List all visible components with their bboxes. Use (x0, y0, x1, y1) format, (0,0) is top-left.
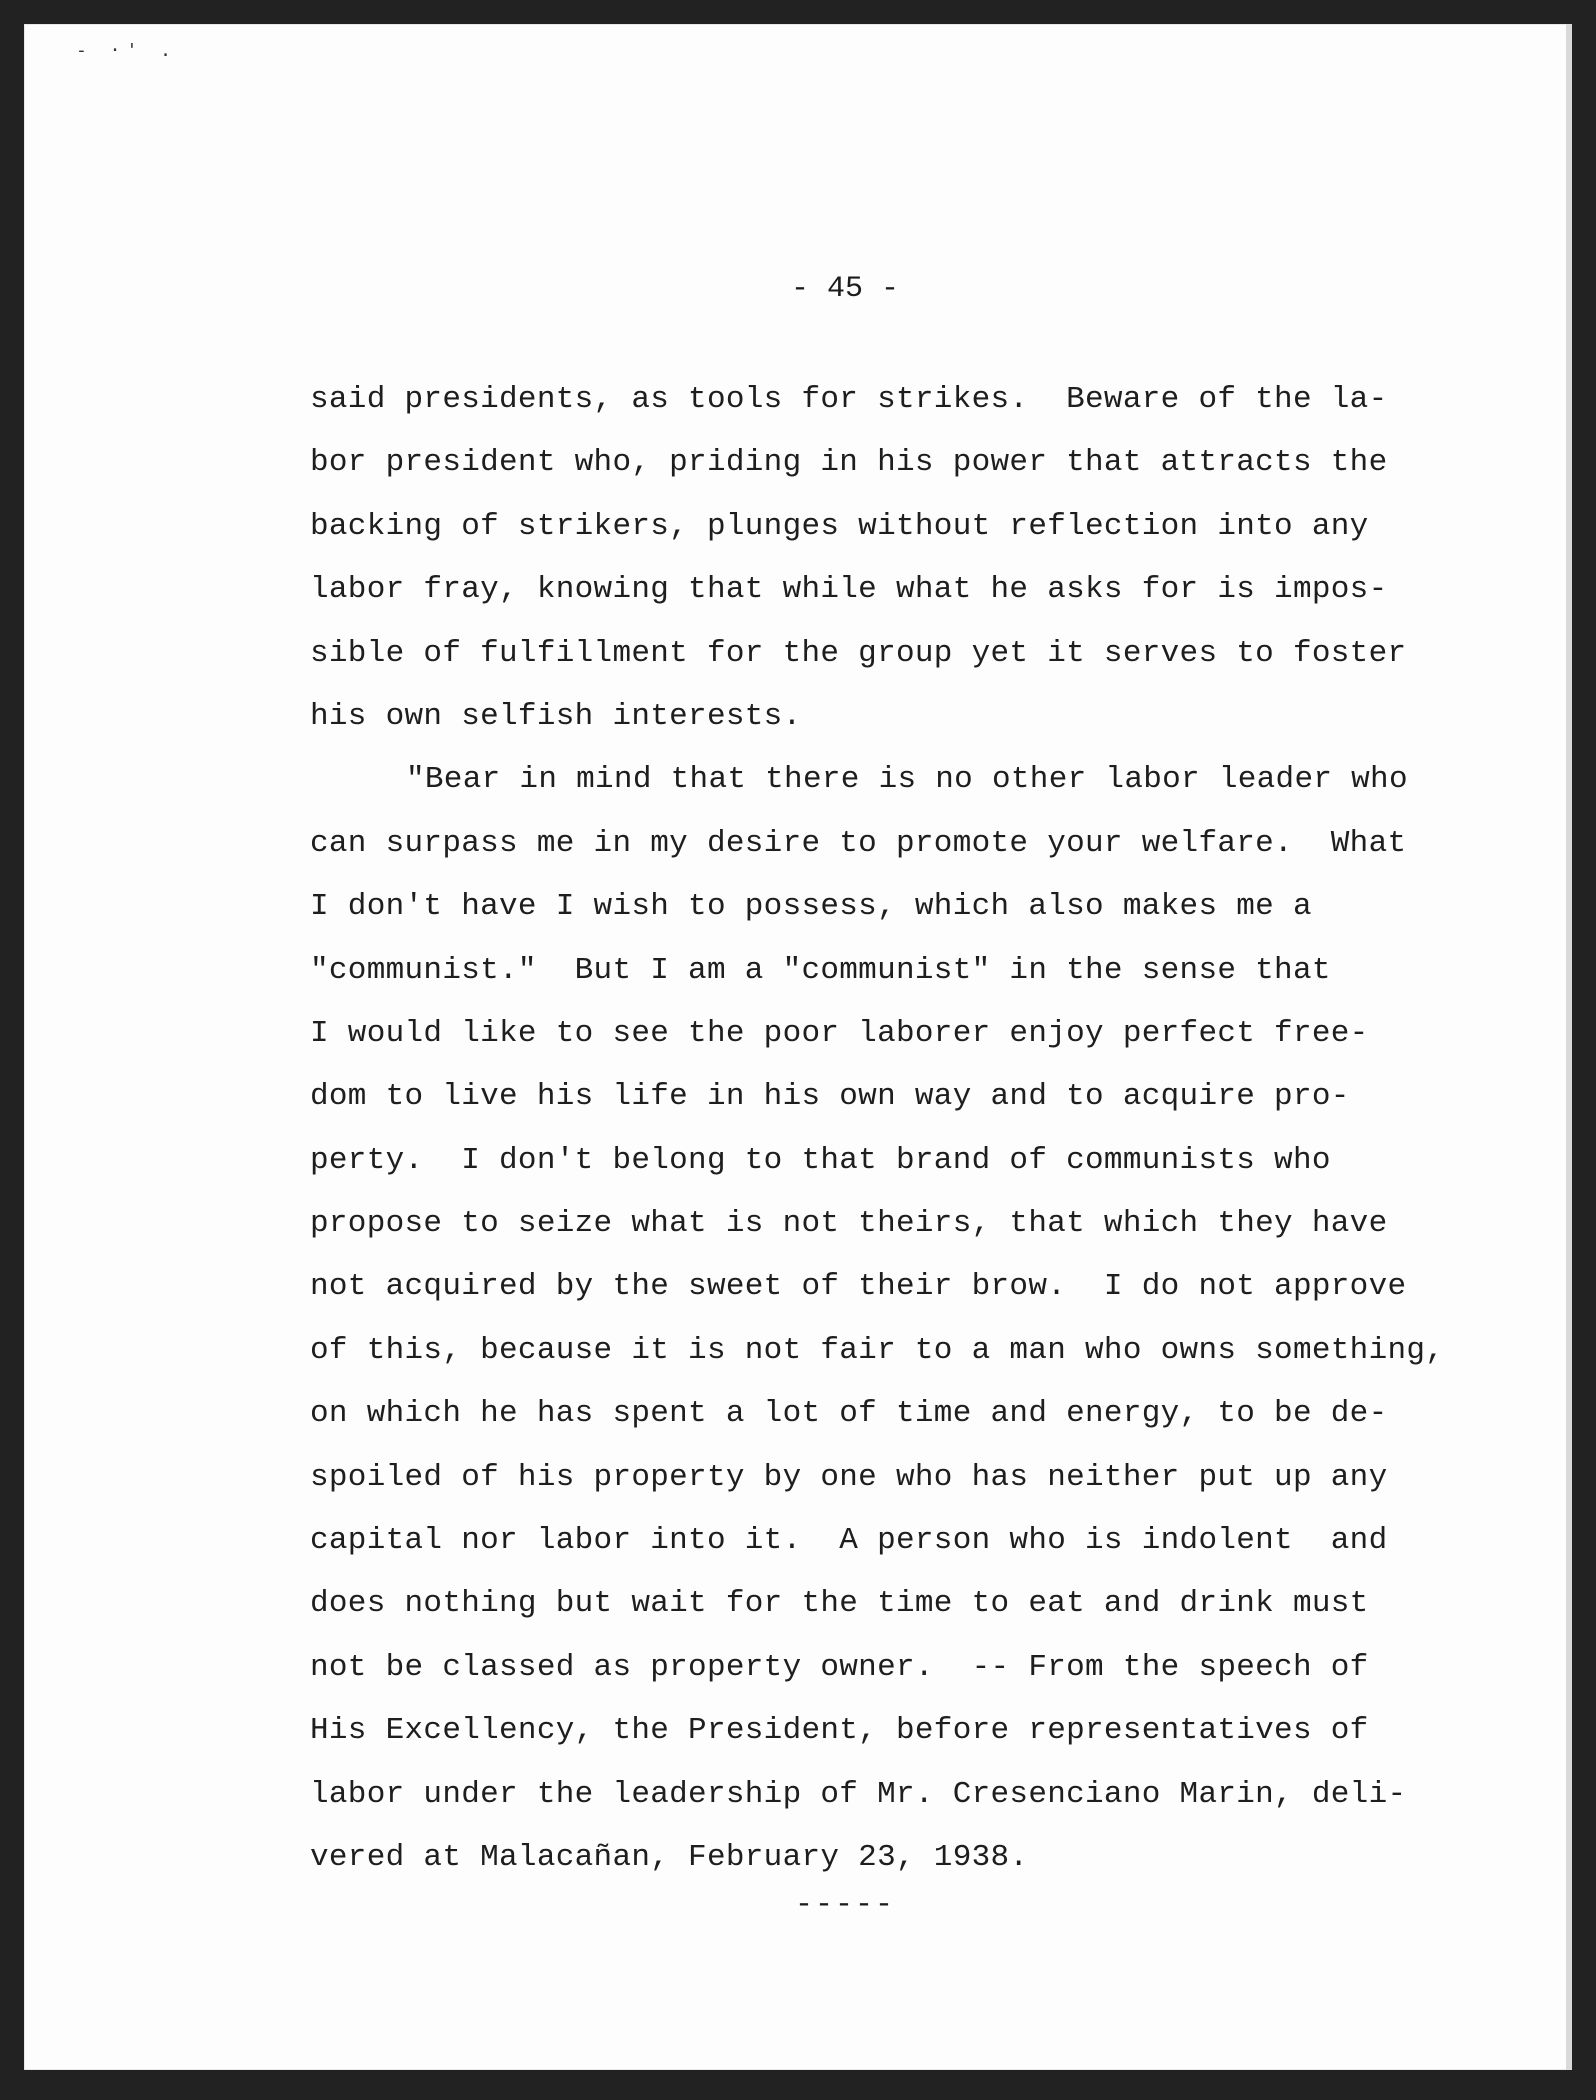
text-line: on which he has spent a lot of time and energy, to be de- (310, 1396, 1388, 1432)
body-text (310, 368, 1510, 1889)
paragraph-2 (310, 748, 1510, 1889)
text-line: I would like to see the poor laborer enjoy perfect free- (310, 1015, 1369, 1051)
text-line: not be classed as property owner. -- From the speech of (310, 1649, 1369, 1685)
text-line: said presidents, as tools for strikes. Beware of the la- (310, 382, 1388, 417)
text-line: "Bear in mind that there is no other labor leader who (406, 762, 1408, 798)
text-line: labor under the leadership of Mr. Cresenciano Marin, deli- (310, 1776, 1407, 1812)
text-line: capital nor labor into it. A person who is indolent and (310, 1523, 1388, 1559)
paragraph-1 (310, 368, 1510, 748)
text-line: His Excellency, the President, before representatives of (310, 1713, 1369, 1749)
text-line: I don't have I wish to possess, which also makes me a (310, 889, 1312, 925)
text-line: labor fray, knowing that while what he asks for is impos- (310, 572, 1388, 608)
text-line: not acquired by the sweet of their brow. I do not approve (310, 1269, 1407, 1305)
text-line: of this, because it is not fair to a man who owns something, (310, 1332, 1445, 1368)
page-number: - 45 - (790, 272, 900, 306)
text-line: "communist." But I am a "communist" in the sense that (310, 952, 1331, 988)
scan-specks: - ·' . (76, 40, 178, 61)
end-rule: ----- (794, 1888, 895, 1922)
page-edge-shadow (1566, 24, 1572, 2070)
text-line: can surpass me in my desire to promote your welfare. What (310, 825, 1407, 861)
text-line: backing of strikers, plunges without reflection into any (310, 508, 1369, 544)
text-line: sible of fulfillment for the group yet it serves to foster (310, 635, 1407, 671)
text-line: does nothing but wait for the time to eat and drink must (310, 1586, 1369, 1622)
text-line: vered at Malacañan, February 23, 1938. (310, 1839, 1029, 1875)
text-line: perty. I don't belong to that brand of communists who (310, 1142, 1331, 1178)
text-line: propose to seize what is not theirs, that which they have (310, 1206, 1388, 1242)
text-line: dom to live his life in his own way and to acquire pro- (310, 1079, 1350, 1115)
text-line: bor president who, priding in his power that attracts the (310, 445, 1388, 481)
text-line: spoiled of his property by one who has neither put up any (310, 1459, 1388, 1495)
text-line: his own selfish interests. (310, 698, 802, 734)
